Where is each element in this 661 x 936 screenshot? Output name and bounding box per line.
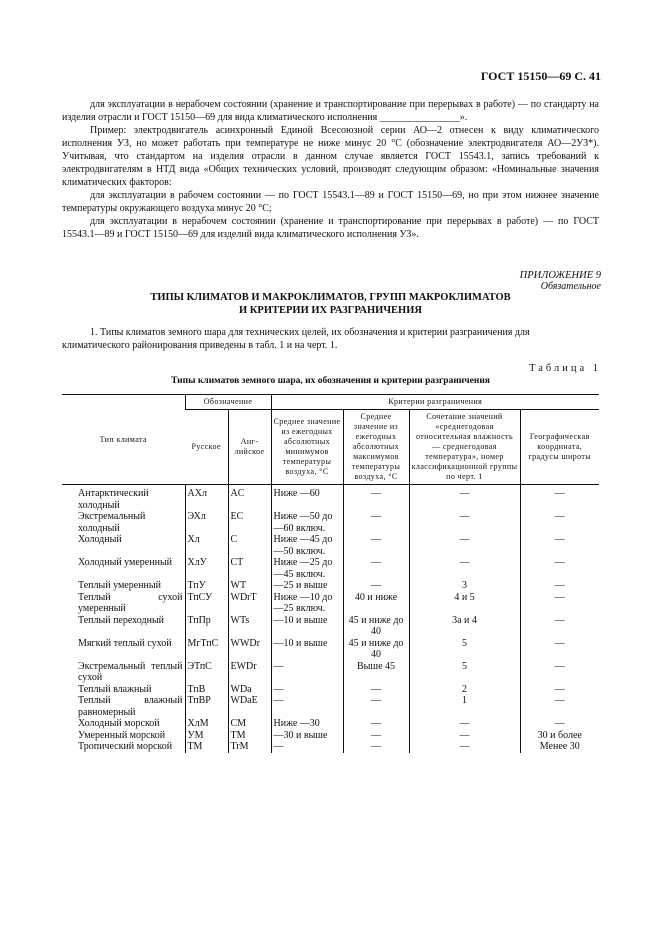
cell-english: AC xyxy=(228,485,271,512)
cell-climate-type: Теплый сухой умеренный xyxy=(78,591,183,614)
cell-climate-type: Холодный морской xyxy=(78,718,160,729)
col-humidity-group: Сочетание значений «среднегодовая относительная влажность — среднегодовая температура», номер классификационной группы по черт. 1 xyxy=(409,410,520,485)
cell-min-temp: —30 и выше xyxy=(271,730,343,742)
cell-max-temp: — xyxy=(343,684,409,696)
cell-english: CT xyxy=(228,557,271,580)
cell-russian: ЭХл xyxy=(185,511,228,534)
table-caption: Типы климатов земного шара, их обозначения и критерии разграничения xyxy=(171,376,490,386)
cell-russian: ТпВ xyxy=(185,684,228,696)
table-row xyxy=(62,730,599,742)
cell-russian: ХлУ xyxy=(185,557,228,580)
table-row xyxy=(62,592,599,615)
body-text xyxy=(62,98,599,241)
cell-latitude: 30 и более xyxy=(520,730,599,742)
cell-russian: ХлМ xyxy=(185,718,228,730)
cell-humidity-group: 2 xyxy=(409,684,520,696)
cell-humidity-group: — xyxy=(409,730,520,742)
section-title xyxy=(62,291,599,317)
cell-latitude: Менее 30 xyxy=(520,741,599,753)
cell-min-temp: Ниже —50 до —60 включ. xyxy=(271,511,343,534)
table-row xyxy=(62,718,599,730)
cell-climate-type: Антарктический холодный xyxy=(78,488,149,511)
cell-latitude: — xyxy=(520,615,599,638)
cell-min-temp: Ниже —25 до —45 включ. xyxy=(271,557,343,580)
cell-humidity-group: — xyxy=(409,534,520,557)
appendix-label xyxy=(520,270,601,292)
cell-max-temp: — xyxy=(343,511,409,534)
cell-english: WWDr xyxy=(228,638,271,661)
cell-max-temp: — xyxy=(343,730,409,742)
cell-humidity-group: 5 xyxy=(409,638,520,661)
cell-min-temp: Ниже —30 xyxy=(271,718,343,730)
paragraph: для эксплуатации в нерабочем состоянии (хранение и транспортирование при перерывах в работе) — по ГОСТ 15543.1—89 и ГОСТ 15150—69 для изделий вида климатического исполнения УЗ». xyxy=(62,216,599,240)
cell-max-temp: — xyxy=(343,718,409,730)
cell-climate-type: Холодный xyxy=(78,534,122,545)
cell-climate-type: Экстремальный холодный xyxy=(78,511,146,534)
cell-russian: ТпСУ xyxy=(185,592,228,615)
cell-english: TM xyxy=(228,730,271,742)
table-head xyxy=(62,395,599,485)
cell-climate-type: Теплый влажный равномерный xyxy=(78,695,183,718)
cell-humidity-group: 5 xyxy=(409,661,520,684)
cell-climate-type: Тропический морской xyxy=(78,741,173,752)
cell-max-temp: — xyxy=(343,485,409,512)
cell-min-temp: — xyxy=(271,741,343,753)
cell-english: EC xyxy=(228,511,271,534)
cell-latitude: — xyxy=(520,511,599,534)
table-row xyxy=(62,534,599,557)
table-row xyxy=(62,511,599,534)
appendix-title: ПРИЛОЖЕНИЕ 9 xyxy=(519,270,601,281)
cell-max-temp: Выше 45 xyxy=(343,661,409,684)
cell-humidity-group: — xyxy=(409,741,520,753)
cell-latitude: — xyxy=(520,638,599,661)
col-designation: Обозначение xyxy=(185,395,271,410)
col-type: Тип климата xyxy=(62,395,185,485)
cell-humidity-group: — xyxy=(409,557,520,580)
table-row xyxy=(62,615,599,638)
table-row xyxy=(62,580,599,592)
table-row xyxy=(62,485,599,512)
cell-climate-type: Теплый влажный xyxy=(78,683,152,695)
paragraph: для эксплуатации в рабочем состоянии — по ГОСТ 15543.1—89 и ГОСТ 15150—69, но при этом нижнее значение температуры окружающего воздуха минус 20 °С; xyxy=(62,190,599,214)
cell-latitude: — xyxy=(520,557,599,580)
table-body xyxy=(62,485,599,753)
page-header: ГОСТ 15150—69 С. 41 xyxy=(480,69,601,83)
cell-english: WT xyxy=(228,580,271,592)
cell-max-temp: — xyxy=(343,534,409,557)
cell-latitude: — xyxy=(520,661,599,684)
cell-russian: АХл xyxy=(185,485,228,512)
cell-latitude: — xyxy=(520,580,599,592)
cell-min-temp: Ниже —45 до —50 включ. xyxy=(271,534,343,557)
cell-english: WDa xyxy=(228,684,271,696)
table-row xyxy=(62,741,599,753)
cell-latitude: — xyxy=(520,534,599,557)
paragraph: для эксплуатации в нерабочем состоянии (хранение и транспортирование при перерывах в работе) — по стандарту на изделия отрасли и ГОСТ 15150—69 для вида климатического исполнения ________________». xyxy=(62,99,599,123)
cell-english: C xyxy=(228,534,271,557)
cell-min-temp: —25 и выше xyxy=(271,580,343,592)
cell-russian: ТпПр xyxy=(185,615,228,638)
section-title-line: И КРИТЕРИИ ИХ РАЗГРАНИЧЕНИЯ xyxy=(239,305,422,316)
cell-climate-type: Холодный умеренный xyxy=(78,557,173,568)
climate-table xyxy=(62,394,599,753)
cell-humidity-group: 1 xyxy=(409,695,520,718)
cell-english: WDaE xyxy=(228,695,271,718)
cell-min-temp: Ниже —60 xyxy=(271,485,343,512)
cell-min-temp: — xyxy=(271,684,343,696)
cell-russian: ЭТпС xyxy=(185,661,228,684)
intro-paragraph: 1. Типы климатов земного шара для технических целей, их обозначения и критерии разграничения для климатического районирования приведены в табл. 1 и на черт. 1. xyxy=(62,327,530,351)
cell-english: TrM xyxy=(228,741,271,753)
cell-english: WTs xyxy=(228,615,271,638)
cell-max-temp: — xyxy=(343,580,409,592)
col-latitude: Географическая координата, градусы широты xyxy=(520,410,599,485)
cell-max-temp: 40 и ниже xyxy=(343,592,409,615)
cell-climate-type: Теплый переходный xyxy=(78,614,165,626)
cell-english: CM xyxy=(228,718,271,730)
cell-latitude: — xyxy=(520,485,599,512)
cell-russian: УМ xyxy=(185,730,228,742)
cell-max-temp: 45 и ниже до 40 xyxy=(343,638,409,661)
cell-climate-type: Мягкий теплый сухой xyxy=(78,637,172,649)
cell-humidity-group: — xyxy=(409,511,520,534)
cell-english: WDrT xyxy=(228,592,271,615)
cell-min-temp: —10 и выше xyxy=(271,615,343,638)
cell-latitude: — xyxy=(520,592,599,615)
cell-max-temp: — xyxy=(343,695,409,718)
cell-max-temp: 45 и ниже до 40 xyxy=(343,615,409,638)
section-title-line: ТИПЫ КЛИМАТОВ И МАКРОКЛИМАТОВ, ГРУПП МАКРОКЛИМАТОВ xyxy=(150,292,511,303)
col-max-temp: Среднее значение из ежегодных абсолютных максимумов температуры воздуха, °С xyxy=(343,410,409,485)
table-row xyxy=(62,557,599,580)
table-row xyxy=(62,684,599,696)
cell-climate-type: Умеренный морской xyxy=(78,729,166,741)
cell-climate-type: Теплый умеренный xyxy=(78,580,161,591)
cell-max-temp: — xyxy=(343,557,409,580)
appendix-subtitle: Обязательное xyxy=(540,281,601,292)
cell-min-temp: —10 и выше xyxy=(271,638,343,661)
cell-english: EWDr xyxy=(228,661,271,684)
cell-humidity-group: — xyxy=(409,718,520,730)
cell-humidity-group: 3а и 4 xyxy=(409,615,520,638)
cell-humidity-group: — xyxy=(409,485,520,512)
col-english: Анг- лийское xyxy=(228,410,271,485)
col-min-temp: Среднее значение из ежегодных абсолютных минимумов температуры воздуха, °С xyxy=(271,410,343,485)
col-russian: Русское xyxy=(191,442,221,451)
cell-latitude: — xyxy=(520,695,599,718)
cell-humidity-group: 3 xyxy=(409,580,520,592)
cell-min-temp: Ниже —10 до —25 включ. xyxy=(271,592,343,615)
table-row xyxy=(62,638,599,661)
cell-russian: ТпУ xyxy=(185,580,228,592)
table-row xyxy=(62,661,599,684)
col-criteria: Критерии разграничения xyxy=(271,395,599,410)
cell-russian: Хл xyxy=(185,534,228,557)
cell-min-temp: — xyxy=(271,661,343,684)
paragraph: Пример: электродвигатель асинхронный Единой Всесоюзной серии АО—2 отнесен к виду климатического исполнения УЗ, но может работать при температуре не ниже минус 20 °С (обозначение электродвигателя АО—2УЗ*). Учитывая, что стандартом на изделия отрасли в данном случае является ГОСТ 15543.1, запись требований к электродвигателям в НТД вида «Общих технических условий, производят следующим образом: «Номинальные значения климатических факторов: xyxy=(62,125,599,188)
cell-climate-type: Экстремальный теплый сухой xyxy=(78,660,183,683)
cell-latitude: — xyxy=(520,684,599,696)
table-number: Таблица 1 xyxy=(529,363,601,374)
table-row xyxy=(62,695,599,718)
cell-humidity-group: 4 и 5 xyxy=(409,592,520,615)
cell-latitude: — xyxy=(520,718,599,730)
cell-max-temp: — xyxy=(343,741,409,753)
cell-russian: ТМ xyxy=(185,741,228,753)
cell-min-temp: — xyxy=(271,695,343,718)
cell-russian: МгТпС xyxy=(185,638,228,661)
cell-russian: ТпВР xyxy=(185,695,228,718)
